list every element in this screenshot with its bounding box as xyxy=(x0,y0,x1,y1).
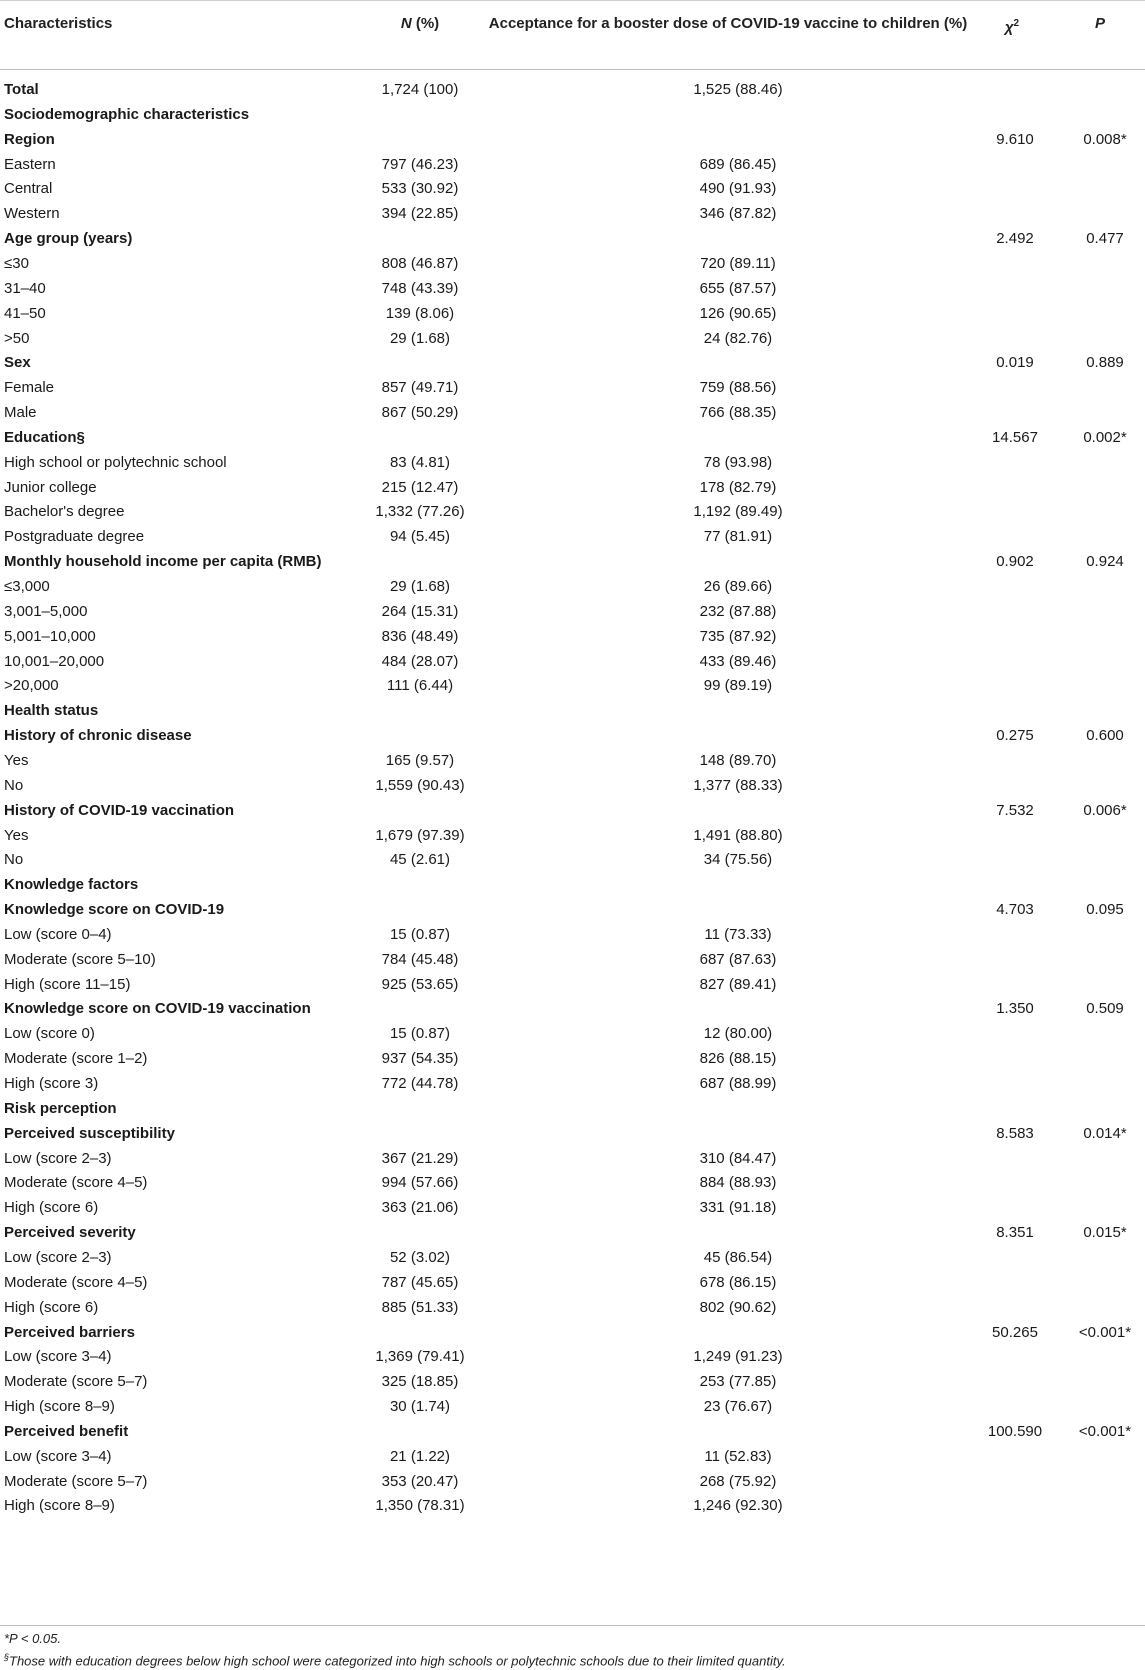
row-chi-square: 0.275 xyxy=(996,727,1034,745)
row-p-value: 0.014* xyxy=(1083,1124,1127,1142)
table-section-row xyxy=(0,1320,1145,1346)
table-row xyxy=(0,400,1145,426)
table-row xyxy=(0,947,1145,973)
row-acceptance: 490 (91.93) xyxy=(699,180,777,198)
footnote-education xyxy=(4,1648,786,1670)
row-p-value: 0.002* xyxy=(1083,428,1127,446)
row-label: Age group (years) xyxy=(4,230,133,248)
row-label: ≤3,000 xyxy=(4,578,50,595)
table-row xyxy=(0,1270,1145,1296)
table-row xyxy=(0,201,1145,227)
row-acceptance: 1,249 (91.23) xyxy=(693,1348,783,1366)
row-label: Perceived barriers xyxy=(4,1323,135,1341)
header-n-rest: (%) xyxy=(411,15,440,32)
row-n-percent: 94 (5.45) xyxy=(389,528,451,546)
row-n-percent: 21 (1.22) xyxy=(389,1447,451,1465)
row-label: High (score 6) xyxy=(4,1199,99,1217)
row-label: High school or polytechnic school xyxy=(4,453,227,471)
row-n-percent: 787 (45.65) xyxy=(381,1273,459,1291)
table-row xyxy=(0,1369,1145,1395)
row-label: Female xyxy=(4,379,55,397)
row-acceptance: 77 (81.91) xyxy=(703,528,773,546)
row-n-percent: 867 (50.29) xyxy=(381,404,459,422)
table-row xyxy=(0,276,1145,302)
table-row xyxy=(0,1394,1145,1420)
row-chi-square: 50.265 xyxy=(992,1323,1038,1341)
table-row xyxy=(0,1245,1145,1271)
row-label: Moderate (score 4–5) xyxy=(4,1174,148,1192)
table-section-row xyxy=(0,549,1145,575)
row-n-percent: 1,332 (77.26) xyxy=(375,503,465,521)
row-label: Yes xyxy=(4,826,29,844)
table-row xyxy=(0,1344,1145,1370)
header-chi-square xyxy=(990,13,1034,39)
row-n-percent: 925 (53.65) xyxy=(381,975,459,993)
table-row xyxy=(0,301,1145,327)
row-acceptance: 687 (87.63) xyxy=(699,950,777,968)
table-header xyxy=(0,0,1145,70)
row-p-value: 0.015* xyxy=(1083,1224,1127,1242)
row-acceptance: 687 (88.99) xyxy=(699,1075,777,1092)
row-label: Eastern xyxy=(4,155,56,173)
row-label: Low (score 2–3) xyxy=(4,1149,112,1167)
footnote-education-text: Those with education degrees below high school were categorized into high schools or polytechnic schools due to their limited quantity. xyxy=(9,1653,786,1669)
table-row xyxy=(0,499,1145,525)
row-acceptance: 24 (82.76) xyxy=(703,329,773,347)
row-label: Low (score 2–3) xyxy=(4,1248,112,1266)
table-row xyxy=(0,1493,1145,1519)
row-chi-square: 14.567 xyxy=(992,428,1038,446)
table-section-row xyxy=(0,127,1145,153)
row-n-percent: 30 (1.74) xyxy=(389,1398,451,1416)
table-row xyxy=(0,1021,1145,1047)
row-n-percent: 15 (0.87) xyxy=(389,1025,451,1043)
table-row xyxy=(0,624,1145,650)
table-row xyxy=(0,1295,1145,1321)
row-n-percent: 52 (3.02) xyxy=(389,1248,451,1266)
table-section-row xyxy=(0,698,1145,724)
row-label: Western xyxy=(4,205,60,223)
row-p-value: 0.006* xyxy=(1083,801,1127,819)
row-chi-square: 2.492 xyxy=(996,230,1034,248)
row-chi-square: 8.351 xyxy=(996,1224,1034,1242)
row-label: Moderate (score 1–2) xyxy=(4,1050,148,1068)
row-label: History of COVID-19 vaccination xyxy=(4,801,235,819)
table-section-row xyxy=(0,1121,1145,1147)
header-p-value: P xyxy=(1094,15,1105,32)
row-label: Postgraduate degree xyxy=(4,528,145,546)
row-n-percent: 139 (8.06) xyxy=(385,304,455,322)
header-acceptance: Acceptance for a booster dose of COVID-19 vaccine to children (%) xyxy=(488,15,968,32)
row-acceptance: 1,377 (88.33) xyxy=(693,776,783,794)
table-footnotes xyxy=(4,1630,786,1670)
table-row xyxy=(0,152,1145,178)
row-p-value: <0.001* xyxy=(1078,1323,1132,1341)
row-label: Bachelor's degree xyxy=(4,503,125,521)
row-label: High (score 6) xyxy=(4,1298,99,1316)
row-n-percent: 533 (30.92) xyxy=(381,180,459,198)
table-row xyxy=(0,1444,1145,1470)
row-label: Perceived severity xyxy=(4,1224,136,1242)
row-p-value: 0.008* xyxy=(1083,130,1127,148)
table-section-row xyxy=(0,77,1145,103)
row-acceptance: 99 (89.19) xyxy=(703,677,773,695)
row-n-percent: 484 (28.07) xyxy=(381,652,459,670)
row-label: Central xyxy=(4,180,53,198)
table-section-row xyxy=(0,226,1145,252)
row-n-percent: 1,679 (97.39) xyxy=(375,826,465,844)
row-label: No xyxy=(4,776,24,794)
row-acceptance: 678 (86.15) xyxy=(699,1273,777,1291)
table-row xyxy=(0,251,1145,277)
row-label: Region xyxy=(4,130,55,148)
row-label: Perceived benefit xyxy=(4,1422,129,1440)
row-label: 5,001–10,000 xyxy=(4,627,96,645)
header-chi-symbol: χ xyxy=(1004,19,1014,36)
row-acceptance: 11 (73.33) xyxy=(704,925,772,943)
row-p-value: 0.477 xyxy=(1086,230,1124,248)
row-acceptance: 268 (75.92) xyxy=(699,1472,777,1490)
row-p-value: 0.509 xyxy=(1086,1000,1124,1018)
row-label: Low (score 3–4) xyxy=(4,1348,112,1366)
row-acceptance: 310 (84.47) xyxy=(699,1149,777,1167)
table-section-row xyxy=(0,723,1145,749)
row-label: Perceived susceptibility xyxy=(4,1124,175,1142)
row-label: Knowledge factors xyxy=(4,876,139,894)
table-row xyxy=(0,574,1145,600)
row-acceptance: 766 (88.35) xyxy=(699,404,777,422)
row-n-percent: 215 (12.47) xyxy=(381,478,459,496)
row-acceptance: 655 (87.57) xyxy=(699,279,777,297)
header-n-italic: N xyxy=(400,15,412,32)
row-p-value: 0.600 xyxy=(1086,727,1124,745)
row-label: Yes xyxy=(4,751,29,769)
row-label: History of chronic disease xyxy=(4,727,192,745)
row-n-percent: 772 (44.78) xyxy=(381,1075,459,1092)
row-label: Low (score 0–4) xyxy=(4,925,112,943)
header-characteristics: Characteristics xyxy=(4,15,113,32)
row-n-percent: 1,559 (90.43) xyxy=(375,776,465,794)
row-n-percent: 264 (15.31) xyxy=(381,602,459,620)
table-section-row xyxy=(0,798,1145,824)
row-acceptance: 1,491 (88.80) xyxy=(693,826,783,844)
row-acceptance: 148 (89.70) xyxy=(699,751,777,769)
table-row xyxy=(0,748,1145,774)
row-n-percent: 748 (43.39) xyxy=(381,279,459,297)
row-n-percent: 394 (22.85) xyxy=(381,205,459,223)
row-label: 31–40 xyxy=(4,279,46,297)
row-label: Health status xyxy=(4,702,99,720)
row-label: Education§ xyxy=(4,428,85,446)
footnote-education-mark: § xyxy=(4,1652,10,1662)
row-p-value: 0.889 xyxy=(1086,354,1124,372)
row-n-percent: 1,350 (78.31) xyxy=(375,1497,465,1515)
row-label: Knowledge score on COVID-19 xyxy=(4,901,225,919)
table-row xyxy=(0,649,1145,675)
table-row xyxy=(0,773,1145,799)
table-row xyxy=(0,1469,1145,1495)
table-row xyxy=(0,599,1145,625)
row-acceptance: 884 (88.93) xyxy=(699,1174,777,1192)
table-section-row xyxy=(0,1220,1145,1246)
row-n-percent: 325 (18.85) xyxy=(381,1373,459,1391)
row-acceptance: 34 (75.56) xyxy=(703,851,773,869)
row-n-percent: 367 (21.29) xyxy=(381,1149,459,1167)
row-n-percent: 111 (6.44) xyxy=(386,677,454,695)
table-row xyxy=(0,1071,1145,1097)
row-acceptance: 1,525 (88.46) xyxy=(693,81,783,98)
row-acceptance: 23 (76.67) xyxy=(703,1398,773,1416)
row-acceptance: 1,192 (89.49) xyxy=(693,503,783,521)
row-label: High (score 3) xyxy=(4,1075,99,1092)
row-n-percent: 857 (49.71) xyxy=(381,379,459,397)
table-row xyxy=(0,823,1145,849)
row-acceptance: 826 (88.15) xyxy=(699,1050,777,1068)
row-label: 41–50 xyxy=(4,304,46,322)
row-acceptance: 720 (89.11) xyxy=(700,254,776,272)
table-bottom-rule xyxy=(0,1625,1145,1626)
row-acceptance: 802 (90.62) xyxy=(699,1298,777,1316)
row-n-percent: 45 (2.61) xyxy=(389,851,451,869)
row-label: High (score 8–9) xyxy=(4,1398,115,1416)
row-n-percent: 29 (1.68) xyxy=(389,329,451,347)
row-label: Moderate (score 4–5) xyxy=(4,1273,148,1291)
row-label: Moderate (score 5–10) xyxy=(4,950,156,968)
table-row xyxy=(0,1195,1145,1221)
table-row xyxy=(0,1170,1145,1196)
row-label: Knowledge score on COVID-19 vaccination xyxy=(4,1000,311,1018)
table-row xyxy=(0,1146,1145,1172)
table-row xyxy=(0,673,1145,699)
row-n-percent: 353 (20.47) xyxy=(381,1472,459,1490)
row-n-percent: 937 (54.35) xyxy=(381,1050,459,1068)
table-row xyxy=(0,326,1145,352)
table-section-row xyxy=(0,996,1145,1022)
row-label: High (score 8–9) xyxy=(4,1497,115,1515)
row-label: Sex xyxy=(4,354,31,372)
row-acceptance: 433 (89.46) xyxy=(699,652,777,670)
table-section-row xyxy=(0,1419,1145,1445)
row-n-percent: 784 (45.48) xyxy=(381,950,459,968)
row-n-percent: 836 (48.49) xyxy=(381,627,459,645)
row-n-percent: 797 (46.23) xyxy=(381,155,459,173)
row-acceptance: 11 (52.83) xyxy=(704,1447,772,1465)
row-acceptance: 346 (87.82) xyxy=(699,205,777,223)
table-row xyxy=(0,176,1145,202)
row-acceptance: 1,246 (92.30) xyxy=(693,1497,783,1515)
table-row xyxy=(0,475,1145,501)
table-section-row xyxy=(0,1096,1145,1122)
row-acceptance: 45 (86.54) xyxy=(703,1248,773,1266)
row-chi-square: 7.532 xyxy=(996,801,1034,819)
row-chi-square: 9.610 xyxy=(996,130,1034,148)
row-p-value: 0.095 xyxy=(1086,901,1124,919)
row-p-value: <0.001* xyxy=(1078,1422,1132,1440)
row-chi-square: 100.590 xyxy=(987,1422,1043,1440)
table-section-row xyxy=(0,872,1145,898)
table-row xyxy=(0,450,1145,476)
table-row xyxy=(0,972,1145,998)
footnote-significance: *P < 0.05. xyxy=(4,1631,61,1646)
row-acceptance: 178 (82.79) xyxy=(699,478,777,496)
table-row xyxy=(0,524,1145,550)
table-row xyxy=(0,1046,1145,1072)
row-acceptance: 78 (93.98) xyxy=(703,453,773,471)
row-chi-square: 8.583 xyxy=(996,1124,1034,1142)
row-acceptance: 12 (80.00) xyxy=(703,1025,773,1043)
row-label: Total xyxy=(4,81,39,98)
row-p-value: 0.924 xyxy=(1086,553,1124,571)
row-n-percent: 994 (57.66) xyxy=(381,1174,459,1192)
row-chi-square: 1.350 xyxy=(996,1000,1034,1018)
row-acceptance: 689 (86.45) xyxy=(699,155,777,173)
row-n-percent: 363 (21.06) xyxy=(381,1199,459,1217)
header-chi-superscript: 2 xyxy=(1013,18,1020,29)
row-acceptance: 253 (77.85) xyxy=(699,1373,777,1391)
row-label: Moderate (score 5–7) xyxy=(4,1373,148,1391)
row-label: 3,001–5,000 xyxy=(4,602,88,620)
row-label: >20,000 xyxy=(4,677,59,695)
row-acceptance: 759 (88.56) xyxy=(699,379,777,397)
row-acceptance: 827 (89.41) xyxy=(699,975,777,993)
table-row xyxy=(0,922,1145,948)
row-label: Low (score 3–4) xyxy=(4,1447,112,1465)
header-n-percent xyxy=(395,13,445,35)
row-chi-square: 0.019 xyxy=(996,354,1034,372)
row-n-percent: 1,724 (100) xyxy=(381,81,459,98)
row-label: Risk perception xyxy=(4,1099,117,1117)
row-acceptance: 331 (91.18) xyxy=(699,1199,777,1217)
table-section-row xyxy=(0,425,1145,451)
row-n-percent: 15 (0.87) xyxy=(389,925,451,943)
row-label: No xyxy=(4,851,24,869)
row-label: Monthly household income per capita (RMB) xyxy=(4,553,322,571)
row-label: >50 xyxy=(4,329,30,347)
row-label: Moderate (score 5–7) xyxy=(4,1472,148,1490)
row-n-percent: 1,369 (79.41) xyxy=(375,1348,465,1366)
row-label: High (score 11–15) xyxy=(4,975,131,993)
table-section-row xyxy=(0,897,1145,923)
table-row xyxy=(0,847,1145,873)
row-acceptance: 126 (90.65) xyxy=(699,304,777,322)
row-label: Low (score 0) xyxy=(4,1025,95,1043)
row-n-percent: 885 (51.33) xyxy=(381,1298,459,1316)
row-label: ≤30 xyxy=(4,254,29,272)
table-section-row xyxy=(0,102,1145,128)
table-section-row xyxy=(0,350,1145,376)
row-n-percent: 165 (9.57) xyxy=(385,751,455,769)
row-chi-square: 0.902 xyxy=(996,553,1034,571)
row-acceptance: 735 (87.92) xyxy=(699,627,777,645)
row-n-percent: 29 (1.68) xyxy=(389,578,451,595)
row-label: Junior college xyxy=(4,478,97,496)
row-label: Sociodemographic characteristics xyxy=(4,105,250,123)
row-chi-square: 4.703 xyxy=(996,901,1034,919)
row-label: 10,001–20,000 xyxy=(4,652,105,670)
row-n-percent: 83 (4.81) xyxy=(389,453,451,471)
row-acceptance: 26 (89.66) xyxy=(703,578,773,595)
row-acceptance: 232 (87.88) xyxy=(699,602,777,620)
row-label: Male xyxy=(4,404,37,422)
row-n-percent: 808 (46.87) xyxy=(381,254,459,272)
table-row xyxy=(0,375,1145,401)
